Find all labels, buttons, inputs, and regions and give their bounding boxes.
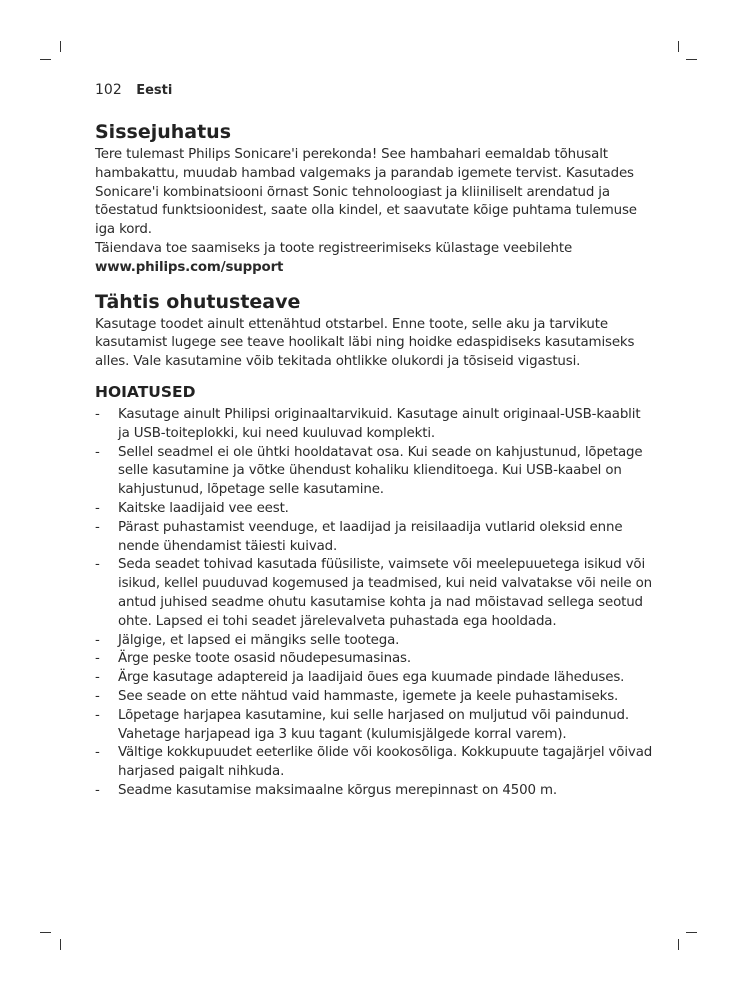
bullet-dash: - [95, 782, 100, 798]
crop-mark-bottom-left-h [40, 932, 51, 933]
safety-paragraph: Kasutage toodet ainult ettenähtud otstarbel. Enne toote, selle aku ja tarvikute kasutamist lugege see teave hoolikalt läbi ning hoidke edaspidiseks kasutamiseks alles. Vale kasutamine võib tekitada ohtlikke olukordi ja tõsiseid vigastusi. [95, 316, 635, 370]
crop-mark-top-left-v [60, 41, 61, 52]
intro-paragraph: Tere tulemast Philips Sonicare'i perekonda! See hambahari eemaldab tõhusalt hambakattu, muudab hambad valgemaks ja parandab igemete tervist. Kasutades Sonicare'i kombinatsiooni õrnast Sonic tehnoloogiast ja kliiniliselt arendatud ja tõestatud funktsioonidest, saate olla kindel, et saavutate kõige puhtama tulemuse iga kord. [95, 147, 637, 238]
warning-text: Pärast puhastamist veenduge, et laadijad ja reisilaadija vutlarid oleksid enne nende ühendamist täiesti kuivad. [118, 519, 623, 554]
warning-item [95, 669, 655, 688]
crop-mark-bottom-right-h [686, 932, 697, 933]
warning-text: Seadme kasutamise maksimaalne kõrgus merepinnast on 4500 m. [118, 782, 558, 798]
bullet-dash: - [95, 651, 100, 667]
warning-item [95, 519, 655, 557]
warning-text: Kaitske laadijaid vee eest. [118, 500, 289, 516]
bullet-dash: - [95, 519, 100, 535]
crop-mark-top-left-h [40, 59, 51, 60]
crop-mark-top-right-v [678, 41, 679, 52]
warnings-heading: HOIATUSED [95, 382, 196, 401]
bullet-dash: - [95, 670, 100, 686]
bullet-dash: - [95, 557, 100, 573]
warning-text: Sellel seadmel ei ole ühtki hooldatavat osa. Kui seade on kahjustunud, lõpetage selle kasutamine ja võtke ühendust kohaliku klienditoega. Kui USB-kaabel on kahjustunud, lõpetage selle kasutamine. [118, 444, 643, 498]
section-label: Eesti [136, 83, 173, 98]
warning-item [95, 744, 655, 782]
warning-text: See seade on ette nähtud vaid hammaste, igemete ja keele puhastamiseks. [118, 688, 619, 704]
bullet-dash: - [95, 444, 100, 460]
warning-text: Ärge peske toote osasid nõudepesumasinas. [118, 651, 411, 667]
warning-item [95, 650, 655, 669]
bullet-dash: - [95, 688, 100, 704]
support-paragraph: Täiendava toe saamiseks ja toote registreerimiseks külastage veebilehte [95, 240, 573, 256]
warnings-list [95, 406, 655, 801]
page-header [95, 82, 172, 98]
bullet-dash: - [95, 745, 100, 761]
warning-text: Ärge kasutage adaptereid ja laadijaid õues ega kuumade pindade läheduses. [118, 670, 625, 686]
warning-item [95, 782, 655, 801]
bullet-dash: - [95, 632, 100, 648]
warning-item [95, 500, 655, 519]
warning-item [95, 444, 655, 500]
warning-text: Vältige kokkupuudet eeterlike õlide või kookosõliga. Kokkupuute tagajärjel võivad harjased paigalt nihkuda. [118, 745, 653, 780]
warning-item [95, 406, 655, 444]
warning-text: Lõpetage harjapea kasutamine, kui selle harjased on muljutud või paindunud. Vahetage harjapead iga 3 kuu tagant (kulumisjälgede korral varem). [118, 707, 629, 742]
page-content [95, 118, 655, 801]
bullet-dash: - [95, 406, 100, 422]
warning-item [95, 707, 655, 745]
warning-text: Jälgige, et lapsed ei mängiks selle tootega. [118, 632, 400, 648]
crop-mark-bottom-left-v [60, 939, 61, 950]
crop-mark-top-right-h [686, 59, 697, 60]
bullet-dash: - [95, 500, 100, 516]
warning-text: Kasutage ainult Philipsi originaaltarvikuid. Kasutage ainult originaal-USB-kaablit ja USB-toiteplokki, kui need kuuluvad komplekti. [118, 406, 641, 441]
crop-mark-bottom-right-v [678, 939, 679, 950]
page-number: 102 [95, 82, 122, 98]
warning-item [95, 632, 655, 651]
bullet-dash: - [95, 707, 100, 723]
warning-text: Seda seadet tohivad kasutada füüsiliste, vaimsete või meelepuuetega isikud või isikud, kellel puuduvad kogemused ja teadmised, kui neid valvatakse või neile on antud juhised seadme ohutu kasutamise kohta ja nad mõistavad sellega seotud ohte. Lapsed ei tohi seadet järelevalveta puhastada ega hooldada. [118, 557, 652, 629]
warning-item [95, 688, 655, 707]
warning-item [95, 556, 655, 631]
intro-heading: Sissejuhatus [95, 121, 232, 143]
support-link[interactable]: www.philips.com/support [95, 259, 284, 275]
safety-heading: Tähtis ohutusteave [95, 290, 301, 313]
